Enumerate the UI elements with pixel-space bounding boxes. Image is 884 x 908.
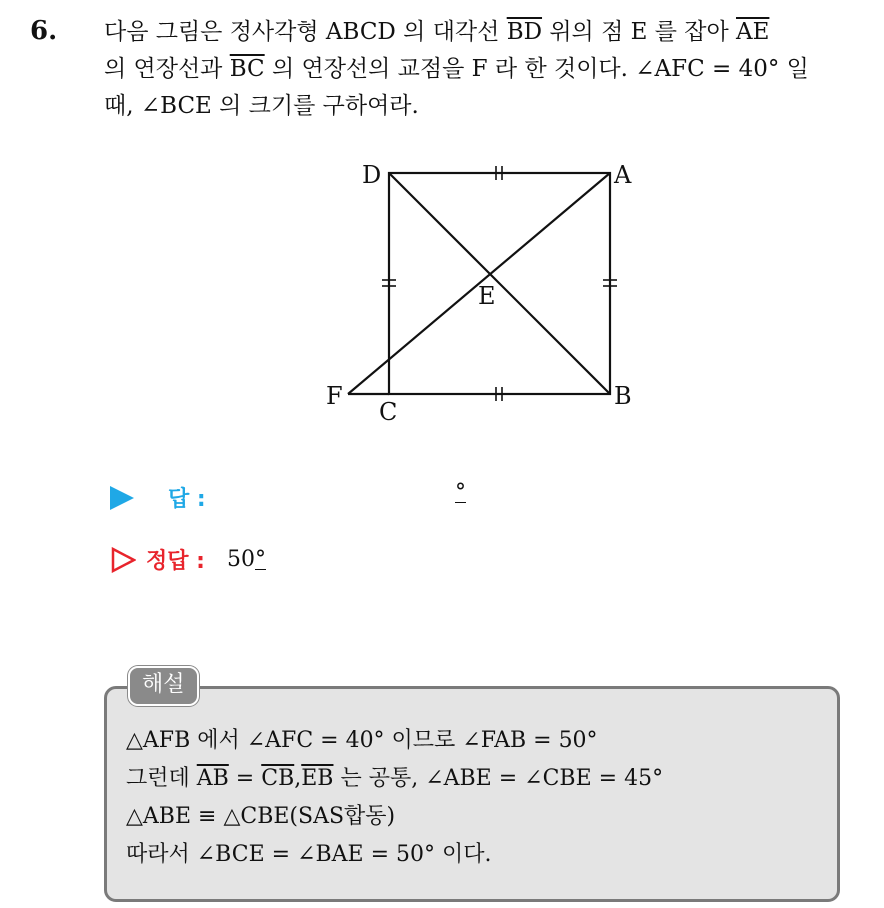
segment-ab: $\overline{AB}$ — [196, 766, 229, 791]
question-line-2 — [104, 51, 874, 88]
solution-line-4: 따라서 ∠BCE = ∠BAE = 50° 이다. — [126, 842, 492, 867]
label-a: A — [614, 161, 632, 189]
label-e: E — [478, 282, 496, 310]
diagonal-db — [389, 173, 610, 394]
play-outline-icon — [110, 547, 136, 573]
segment-cb: $\overline{CB}$ — [261, 766, 295, 791]
correct-answer-label: 정답 : — [146, 549, 205, 574]
correct-value-number: 50 — [226, 547, 255, 572]
solution-equals: = — [228, 766, 262, 791]
solution-line-2-part-b: 는 공통, ∠ABE = ∠CBE = 45° — [333, 766, 664, 791]
segment-eb: $\overline{EB}$ — [301, 766, 334, 791]
label-c: C — [379, 398, 398, 426]
square-diagram — [318, 150, 658, 430]
solution-comma: , — [294, 766, 302, 791]
play-icon — [110, 486, 134, 510]
question-line-1 — [104, 14, 874, 51]
answer-row — [110, 482, 206, 513]
question-line-2-part-b: 의 연장선의 교점을 F 라 한 것이다. ∠AFC = 40° 일 — [264, 56, 809, 82]
correct-answer-row — [110, 544, 266, 575]
segment-bc: $\overline{BC}$ — [229, 56, 265, 82]
question-line-2-part-a: 의 연장선과 — [104, 56, 230, 82]
solution-text — [126, 722, 663, 874]
solution-line-1: △AFB 에서 ∠AFC = 40° 이므로 ∠FAB = 50° — [126, 728, 598, 753]
question-line-1-part-a: 다음 그림은 정사각형 ABCD 의 대각선 — [104, 19, 507, 45]
question-text — [104, 14, 874, 125]
answer-unit: ° — [455, 480, 466, 505]
label-f: F — [326, 382, 343, 410]
label-d: D — [362, 161, 382, 189]
solution-line-3: △ABE ≡ △CBE(SAS합동) — [126, 804, 396, 829]
question-line-3: 때, ∠BCE 의 크기를 구하여라. — [104, 93, 419, 119]
label-b: B — [614, 382, 632, 410]
correct-value-unit: ° — [254, 547, 266, 572]
question-number: 6. — [30, 16, 58, 46]
answer-label: 답 : — [168, 487, 206, 512]
segment-bd: $\overline{BD}$ — [506, 19, 543, 45]
solution-tag: 해설 — [128, 666, 199, 706]
solution-line-2-part-a: 그런데 — [126, 766, 197, 791]
segment-ae: $\overline{AE}$ — [736, 19, 770, 45]
correct-answer-value — [227, 547, 266, 572]
question-line-1-part-b: 위의 점 E 를 잡아 — [542, 19, 736, 45]
solution-line-2 — [126, 760, 663, 798]
